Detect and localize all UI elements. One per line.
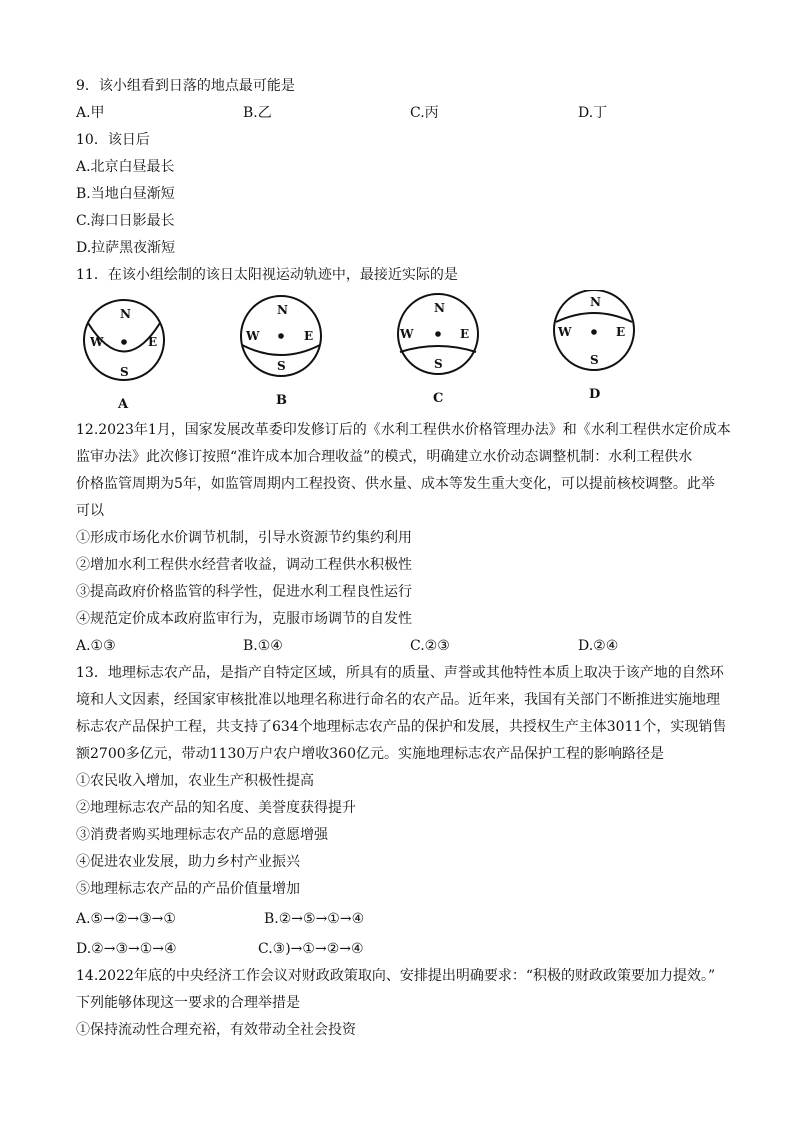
- diagram-a-n-label: N: [120, 307, 131, 321]
- q13-item-1: ①农民收入增加，农业生产积极性提高: [76, 773, 314, 789]
- q12-item-1: ①形成市场化水价调节机制，引导水资源节约集约利用: [76, 530, 412, 546]
- q13-item-2: ②地理标志农产品的知名度、美誉度获得提升: [76, 800, 356, 816]
- diagram-d-s-label: S: [590, 353, 599, 367]
- q9-stem: 9．该小组看到日落的地点最可能是: [76, 78, 295, 94]
- diagram-b-w-label: W: [246, 329, 260, 343]
- q10-option-d: D.拉萨黑夜渐短: [76, 240, 176, 256]
- diagram-d-n-label: N: [590, 295, 601, 309]
- diagram-c-w-label: W: [400, 327, 414, 341]
- diagram-d: [554, 290, 634, 402]
- q13-item-4: ④促进农业发展，助力乡村产业振兴: [76, 854, 300, 870]
- q9-option-c: C.丙: [410, 105, 439, 121]
- diagram-d-e-label: E: [616, 325, 626, 339]
- q10-option-a: A.北京白昼最长: [76, 159, 175, 175]
- q12-stem-line-4: 可以: [76, 503, 104, 519]
- diagram-c-n-label: N: [434, 301, 445, 315]
- diagram-d-w-label: W: [558, 325, 572, 339]
- diagram-b: [241, 296, 321, 408]
- q14-stem-line-1: 14.2022年底的中央经济工作会议对财政政策取向、安排提出明确要求：“积极的财政政策要加力提效。”: [76, 968, 716, 984]
- diagram-a-letter: A: [118, 397, 129, 412]
- q12-stem-line-3: 价格监管周期为5年，如监管周期内工程投资、供水量、成本等发生重大变化，可以提前核校调整。此举: [76, 476, 715, 492]
- q12-option-a: A.①③: [76, 638, 116, 654]
- diagram-b-letter: B: [276, 393, 287, 408]
- q13-item-5: ⑤地理标志农产品的产品价值量增加: [76, 881, 300, 897]
- q9-option-b: B.乙: [243, 105, 272, 121]
- diagram-c-s-label: S: [434, 357, 443, 371]
- q10-stem: 10．该日后: [76, 132, 150, 148]
- diagram-c-e-label: E: [460, 327, 470, 341]
- q12-option-d: D.②④: [578, 638, 619, 654]
- q13-option-a: A.⑤→②→③→①: [76, 911, 176, 927]
- q11-stem: 11．在该小组绘制的该日太阳视运动轨迹中，最接近实际的是: [76, 267, 458, 283]
- q13-stem-line-1: 13．地理标志农产品，是指产自特定区域，所具有的质量、声誉或其他特性本质上取决于该产地的自然环: [76, 665, 724, 681]
- diagram-b-n-label: N: [277, 303, 288, 317]
- sun-path-diagrams: [76, 290, 676, 415]
- q12-item-2: ②增加水利工程供水经营者收益，调动工程供水积极性: [76, 557, 412, 573]
- q13-option-d: D.②→③→①→④: [76, 941, 177, 957]
- q12-stem-line-2: 监审办法》此次修订按照“准许成本加合理收益”的模式，明确建立水价动态调整机制：水利工程供水: [76, 449, 693, 465]
- q12-stem-line-1: 12.2023年1月，国家发展改革委印发修订后的《水利工程供水价格管理办法》和《水利工程供水定价成本: [76, 422, 731, 438]
- q9-option-a: A.甲: [76, 105, 105, 121]
- q14-stem-line-2: 下列能够体现这一要求的合理举措是: [76, 995, 300, 1011]
- diagram-b-e-label: E: [304, 329, 314, 343]
- diagram-a-e-label: E: [148, 335, 158, 349]
- q13-item-3: ③消费者购买地理标志农产品的意愿增强: [76, 827, 328, 843]
- diagram-a: [84, 300, 164, 412]
- q12-item-4: ④规范定价成本政府监审行为，克服市场调节的自发性: [76, 611, 412, 627]
- q9-option-d: D.丁: [578, 105, 608, 121]
- q13-stem-line-4: 额2700多亿元，带动1130万户农户增收360亿元。实施地理标志农产品保护工程的影响路径是: [76, 746, 664, 762]
- q12-option-b: B.①④: [243, 638, 283, 654]
- diagram-a-s-label: S: [120, 365, 129, 379]
- diagram-c: [398, 294, 478, 406]
- q12-option-c: C.②③: [410, 638, 450, 654]
- q13-option-c: C.③)→①→②→④: [258, 941, 364, 957]
- q13-stem-line-3: 标志农产品保护工程，共支持了634个地理标志农产品的保护和发展，共授权生产主体3011个，实现销售: [76, 719, 727, 735]
- q10-option-b: B.当地白昼渐短: [76, 186, 175, 202]
- diagram-a-w-label: W: [90, 335, 104, 349]
- diagram-c-letter: C: [433, 391, 444, 406]
- diagram-d-letter: D: [589, 387, 601, 402]
- q12-item-3: ③提高政府价格监管的科学性，促进水利工程良性运行: [76, 584, 412, 600]
- diagram-b-s-label: S: [277, 359, 286, 373]
- q13-stem-line-2: 境和人文因素，经国家审核批准以地理名称进行命名的农产品。近年来，我国有关部门不断推进实施地理: [76, 692, 720, 708]
- q13-option-b: B.②→⑤→①→④: [264, 911, 365, 927]
- q10-option-c: C.海口日影最长: [76, 213, 175, 229]
- q14-item-1: ①保持流动性合理充裕，有效带动全社会投资: [76, 1022, 356, 1038]
